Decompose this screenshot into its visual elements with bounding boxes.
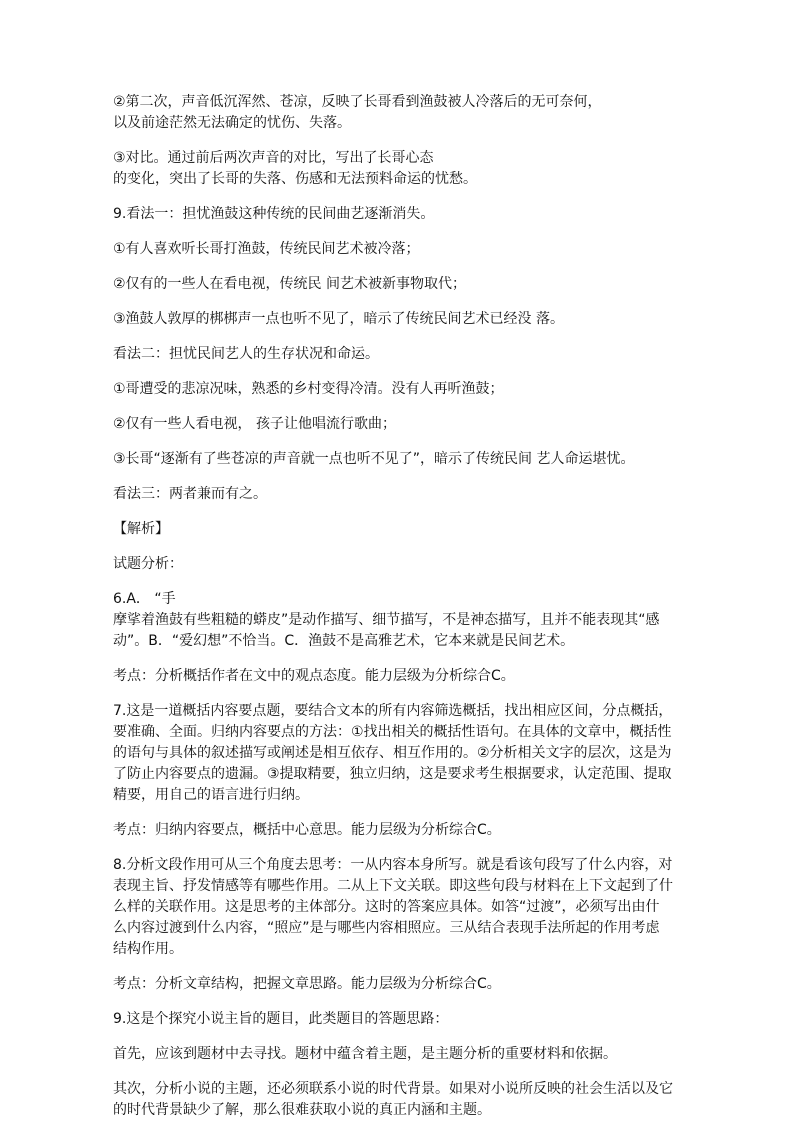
kaodian-paragraph-7: 考点：归纳内容要点，概括中心意思。能力层级为分析综合C。 bbox=[113, 822, 501, 838]
answer-paragraph-9: ②仅有一些人看电视， 孩子让他唱流行歌曲； bbox=[113, 416, 396, 432]
kaodian-paragraph-6: 考点：分析概括作者在文中的观点态度。能力层级为分析综合C。 bbox=[113, 668, 515, 684]
analysis-paragraph-9: 9.这是个探究小说主旨的题目，此类题目的答题思路： bbox=[113, 1011, 449, 1027]
analysis-paragraph-7: 7.这是一道概括内容要点题，要结合文本的所有内容筛选概括，找出相应区间，分点概括， 要准确、全面。归纳内容要点的方法：①找出相关的概括性语句。在具体的文章中，概括性 的语句与具体的叙述描写或阐述是相互依存、相互作用的。②分析相关文字的层次，这是为 了防止内容要点的遗漏。③提取精要，独立归纳，这是要求考生根据要求，认定范围、提取 精要，用自己的语言进行归纳。 bbox=[113, 703, 673, 803]
analysis-paragraph-9-first: 首先，应该到题材中去寻找。题材中蕴含着主题，是主题分析的重要材料和依据。 bbox=[113, 1046, 617, 1062]
analysis-heading: 【解析】 bbox=[113, 521, 169, 537]
answer-paragraph-8: ①哥遭受的悲凉况味，熟悉的乡村变得冷清。没有人再听渔鼓； bbox=[113, 381, 504, 397]
answer-paragraph-3: 9.看法一：担忧渔鼓这种传统的民间曲艺逐渐消失。 bbox=[113, 206, 435, 222]
kaodian-paragraph-8: 考点：分析文章结构，把握文章思路。能力层级为分析综合C。 bbox=[113, 976, 501, 992]
answer-paragraph-1: ②第二次，声音低沉浑然、苍凉，反映了长哥看到渔鼓被人冷落后的无可奈何， 以及前途茫然无法确定的忧伤、失落。 bbox=[113, 94, 602, 131]
answer-paragraph-5: ②仅有的一些人在看电视，传统民 间艺术被新事物取代； bbox=[113, 276, 466, 292]
analysis-paragraph-6: 6.A． “手 摩挲着渔鼓有些粗糙的蟒皮”是动作描写、细节描写，不是神态描写，且并不能表现其“感 动”。B．“爱幻想”不恰当。C．渔鼓不是高雅艺术，它本来就是民间艺术。 bbox=[113, 591, 660, 649]
analysis-paragraph-9-second: 其次，分析小说的主题，还必须联系小说的时代背景。如果对小说所反映的社会生活以及它 的时代背景缺少了解，那么很难获取小说的真正内涵和主题。 bbox=[113, 1081, 673, 1118]
answer-paragraph-11: 看法三：两者兼而有之。 bbox=[113, 486, 267, 502]
answer-paragraph-10: ③长哥“逐渐有了些苍凉的声音就一点也听不见了”，暗示了传统民间 艺人命运堪忧。 bbox=[113, 451, 635, 467]
document-body bbox=[113, 92, 683, 1135]
analysis-paragraph-8: 8.分析文段作用可从三个角度去思考：一从内容本身所写。就是看该句段写了什么内容，对 表现主旨、抒发情感等有哪些作用。二从上下文关联。即这些句段与材料在上下文起到了什 么样的关联作用。这是思考的主体部分。这时的答案应具体。如答“过渡”，必须写出由什 么内容过渡到什么内容，“照应”是与哪些内容相照应。三从结合表现手法所起的作用考虑 结构作用。 bbox=[113, 857, 673, 957]
answer-paragraph-6: ③渔鼓人敦厚的梆梆声一点也听不见了，暗示了传统民间艺术已经没 落。 bbox=[113, 311, 564, 327]
answer-paragraph-4: ①有人喜欢听长哥打渔鼓，传统民间艺术被冷落； bbox=[113, 241, 420, 257]
answer-paragraph-2: ③对比。通过前后两次声音的对比，写出了长哥心态 的变化，突出了长哥的失落、伤感和无法预料命运的忧愁。 bbox=[113, 150, 477, 187]
analysis-intro: 试题分析： bbox=[113, 556, 183, 572]
answer-paragraph-7: 看法二：担忧民间艺人的生存状况和命运。 bbox=[113, 346, 379, 362]
